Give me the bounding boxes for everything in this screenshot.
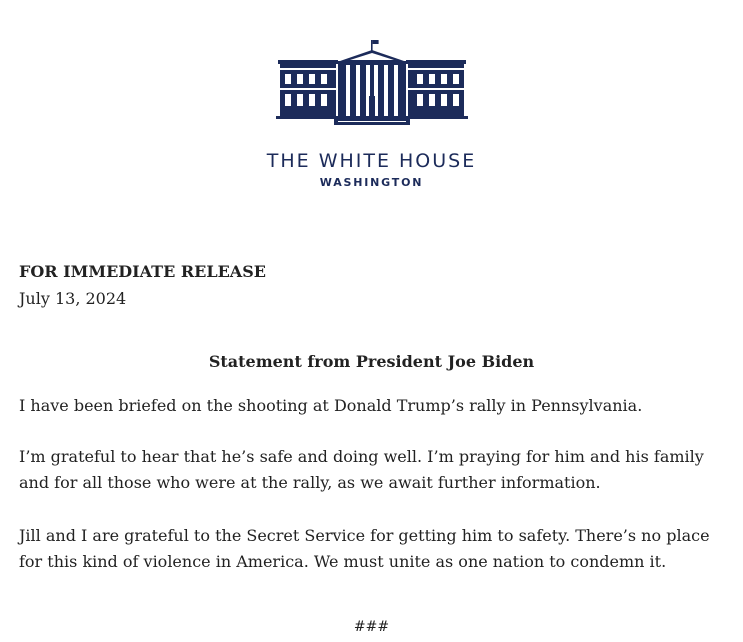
washington-subtitle: WASHINGTON: [319, 176, 424, 189]
statement-paragraph-2: I’m grateful to hear that he’s safe and doing well. I’m praying for him and his family and for all those who were at the rally, as we await further information.: [19, 447, 704, 492]
white-house-building-icon: [276, 38, 468, 126]
statement-paragraph-3: Jill and I are grateful to the Secret Service for getting him to safety. There’s no place for this kind of violence in America. We must unite as one nation to condemn it.: [19, 526, 710, 571]
release-label: FOR IMMEDIATE RELEASE: [19, 262, 266, 281]
white-house-title: THE WHITE HOUSE: [266, 150, 477, 172]
closing-marker: ###: [353, 619, 390, 635]
statement-heading: Statement from President Joe Biden: [208, 352, 535, 371]
statement-paragraph-1: I have been briefed on the shooting at Donald Trump’s rally in Pennsylvania.: [19, 396, 643, 415]
release-date: July 13, 2024: [19, 289, 127, 308]
